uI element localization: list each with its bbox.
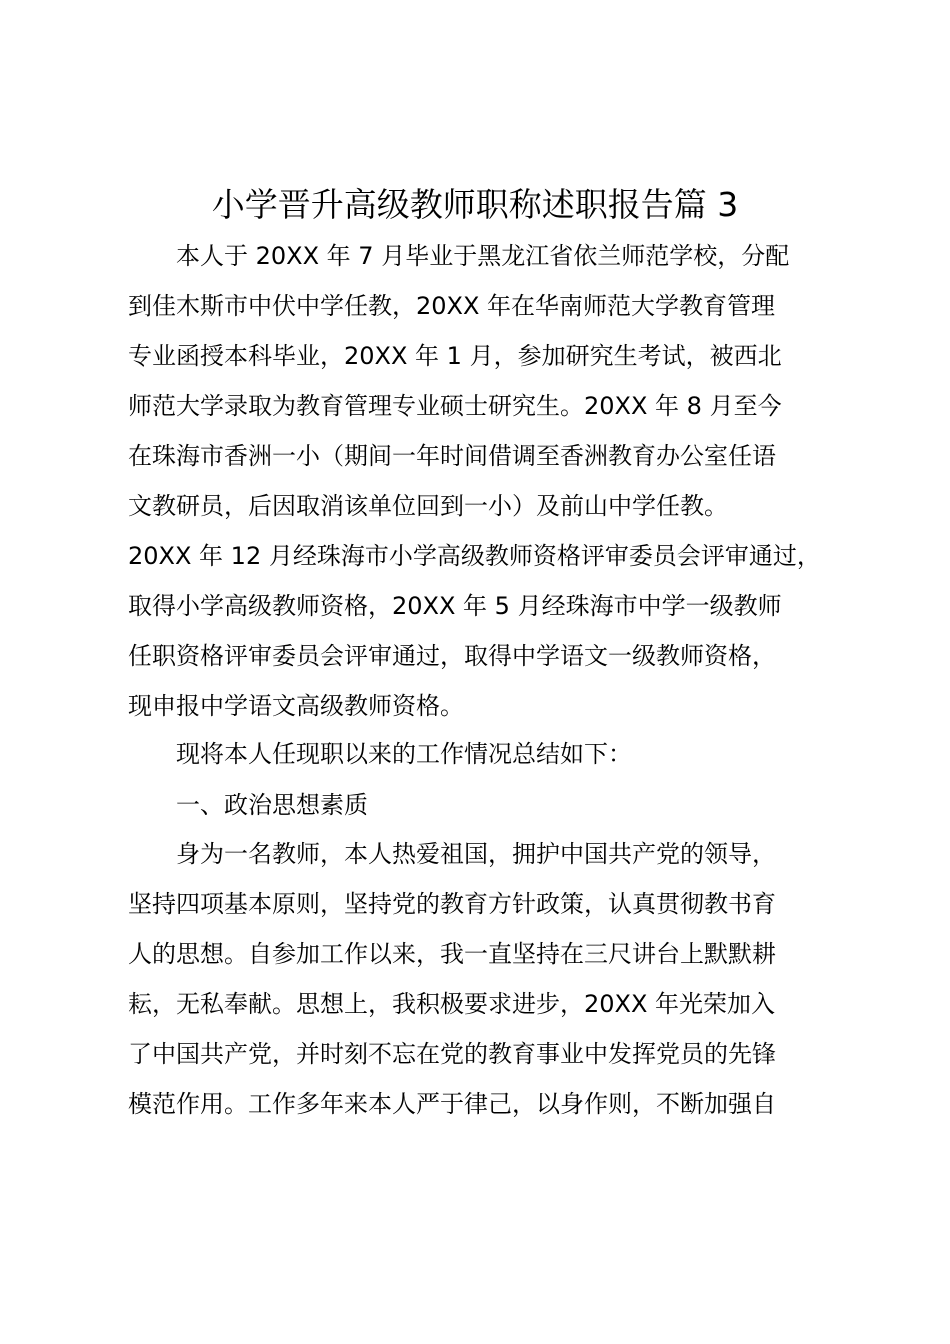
paragraph-line: 了中国共产党，并时刻不忘在党的教育事业中发挥党员的先锋 <box>128 1040 776 1068</box>
paragraph-line: 20XX 年 12 月经珠海市小学高级教师资格评审委员会评审通过， <box>128 542 821 570</box>
paragraph-line: 坚持四项基本原则，坚持党的教育方针政策，认真贯彻教书育 <box>128 890 776 918</box>
paragraph-line: 耘，无私奉献。思想上，我积极要求进步，20XX 年光荣加入 <box>128 990 776 1018</box>
paragraph-line: 现申报中学语文高级教师资格。 <box>128 692 464 720</box>
paragraph-line: 现将本人任现职以来的工作情况总结如下： <box>176 740 632 768</box>
paragraph-line: 任职资格评审委员会评审通过，取得中学语文一级教师资格， <box>128 642 776 670</box>
document-title: 小学晋升高级教师职称述职报告篇 3 <box>211 185 739 224</box>
paragraph-line: 师范大学录取为教育管理专业硕士研究生。20XX 年 8 月至今 <box>128 392 782 420</box>
paragraph-line: 身为一名教师，本人热爱祖国，拥护中国共产党的领导， <box>176 840 776 868</box>
paragraph-line: 人的思想。自参加工作以来，我一直坚持在三尺讲台上默默耕 <box>128 940 776 968</box>
paragraph-line: 在珠海市香洲一小（期间一年时间借调至香洲教育办公室任语 <box>128 442 776 470</box>
paragraph-line: 文教研员，后因取消该单位回到一小）及前山中学任教。 <box>128 492 728 520</box>
paragraph-line: 取得小学高级教师资格，20XX 年 5 月经珠海市中学一级教师 <box>128 592 782 620</box>
section-heading: 一、政治思想素质 <box>176 791 368 819</box>
paragraph-line: 本人于 20XX 年 7 月毕业于黑龙江省依兰师范学校，分配 <box>176 242 790 270</box>
paragraph-line: 到佳木斯市中伏中学任教，20XX 年在华南师范大学教育管理 <box>128 292 776 320</box>
paragraph-line: 专业函授本科毕业，20XX 年 1 月，参加研究生考试，被西北 <box>128 342 782 370</box>
paragraph-line: 模范作用。工作多年来本人严于律己，以身作则，不断加强自 <box>128 1090 776 1118</box>
